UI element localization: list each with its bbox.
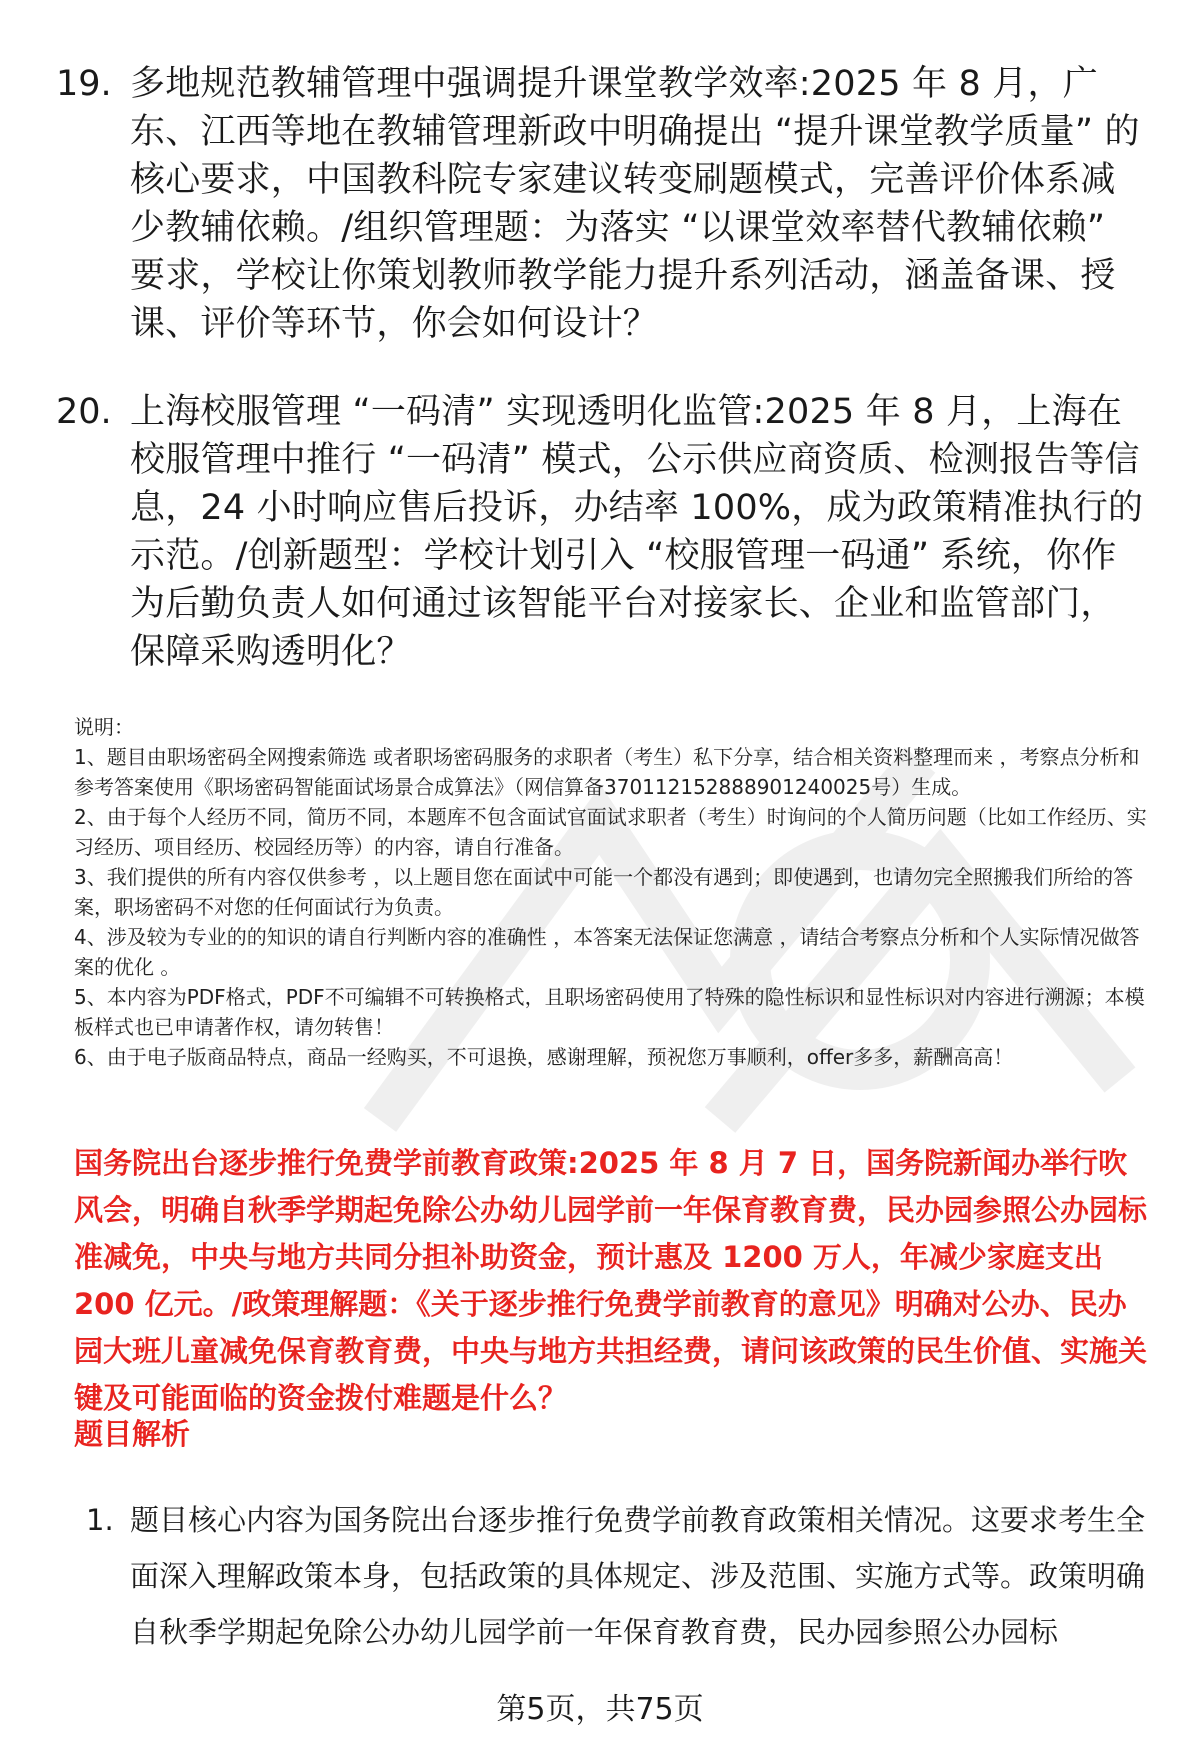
analysis-number: 1. <box>86 1503 114 1537</box>
notes-title: 说明： <box>74 715 134 739</box>
question-number: 20. <box>56 392 112 432</box>
highlight-question: 国务院出台逐步推行免费学前教育政策:2025 年 8 月 7 日，国务院新闻办举行吹风会，明确自秋季学期起免除公办幼儿园学前一年保育教育费，民办园参照公办园标准减免，中央与地方共同分担补助资金，预计惠及 1200 万人，年减少家庭支出 200 亿元。/政策理解题：《关于逐步推行免费学前教育的意见》明确对公办、民办园大班儿童减免保育教育费，中央与地方共担经费，请问该政策的民生价值、实施关键及可能面临的资金拨付难题是什么？ <box>74 1146 1148 1415</box>
note-item: 6、由于电子版商品特点，商品一经购买，不可退换，感谢理解，预祝您万事顺利，offer多多，薪酬高高！ <box>74 1045 1014 1069</box>
question-19 <box>56 60 1146 348</box>
question-text: 上海校服管理 “一码清” 实现透明化监管:2025 年 8 月，上海在校服管理中推行 “一码清” 模式，公示供应商资质、检测报告等信息，24 小时响应售后投诉，办结率 100%，成为政策精准执行的示范。/创新题型：学校计划引入 “校服管理一码通” 系统，你作为后勤负责人如何通过该智能平台对接家长、企业和监管部门，保障采购透明化？ <box>130 392 1144 672</box>
note-item: 3、我们提供的所有内容仅供参考 ，以上题目您在面试中可能一个都没有遇到；即使遇到，也请勿完全照搬我们所给的答案，职场密码不对您的任何面试行为负责。 <box>74 865 1134 919</box>
page-footer: 第5页，共75页 <box>496 1692 704 1727</box>
question-number: 19. <box>56 64 112 104</box>
note-item: 1、题目由职场密码全网搜索筛选 或者职场密码服务的求职者（考生）私下分享，结合相关资料整理而来 ，考察点分析和参考答案使用《职场密码智能面试场景合成算法》（网信算备370112152888901240025号）生成。 <box>74 745 1140 799</box>
question-20 <box>56 388 1146 676</box>
analysis-item <box>86 1492 1156 1662</box>
analysis-heading: 题目解析 <box>74 1417 191 1451</box>
note-item: 4、涉及较为专业的的知识的请自行判断内容的准确性 ，本答案无法保证您满意 ，请结合考察点分析和个人实际情况做答案的优化 。 <box>74 925 1140 979</box>
question-text: 多地规范教辅管理中强调提升课堂教学效率:2025 年 8 月，广东、江西等地在教辅管理新政中明确提出 “提升课堂教学质量” 的核心要求，中国教科院专家建议转变刷题模式，完善评价体系减少教辅依赖。/组织管理题：为落实 “以课堂效率替代教辅依赖” 要求，学校让你策划教师教学能力提升系列活动，涵盖备课、授课、评价等环节，你会如何设计？ <box>130 64 1140 344</box>
note-item: 5、本内容为PDF格式，PDF不可编辑不可转换格式，且职场密码使用了特殊的隐性标识和显性标识对内容进行溯源；本模板样式也已申请著作权，请勿转售！ <box>74 985 1145 1039</box>
analysis-text: 题目核心内容为国务院出台逐步推行免费学前教育政策相关情况。这要求考生全面深入理解政策本身，包括政策的具体规定、涉及范围、实施方式等。政策明确自秋季学期起免除公办幼儿园学前一年保育教育费，民办园参照公办园标 <box>130 1503 1146 1649</box>
note-item: 2、由于每个人经历不同，简历不同，本题库不包含面试官面试求职者（考生）时询问的个人简历问题（比如工作经历、实习经历、项目经历、校园经历等）的内容，请自行准备。 <box>74 805 1147 859</box>
notes-section <box>74 712 1154 1072</box>
